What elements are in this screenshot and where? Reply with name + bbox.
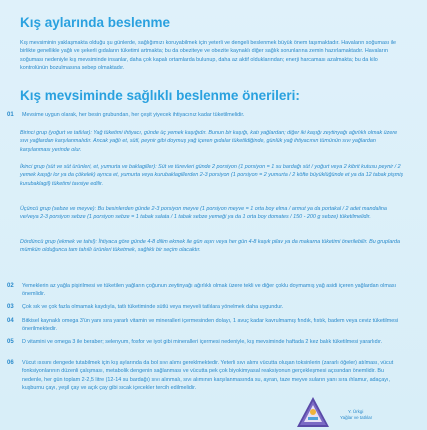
item-text: D vitamini ve omega 3 ile beraber; selenyum, fosfor ve iyot gibi mineralleri içermesi nedeniyle, kış mevsiminde haftada 2 kez balık tüketilmesi yararlıdır. (22, 339, 383, 345)
signature-name: Y. Ürkgi (348, 409, 364, 414)
food-group-4: Dördüncü grup (ekmek ve tahıl): İhtiyaca göre günde 4-8 dilim ekmek ile gün aşırı veya her gün 4-8 kaşık pilav ya da makarna tüketimi önerilebilir. Bu gruplarda mümkün olduğunca tam tahıllı ürünleri tüketmek, sağlıklı bir seçim olacaktır. (20, 239, 401, 254)
item-number: 04 (7, 318, 14, 324)
intro-paragraph: Kış mevsiminin yaklaşmakta olduğu şu günlerde, sağlığımızı koruyabilmek için yeterli ve dengeli beslenmek büyük önem taşımaktadır. Havaların soğuması ile birlikte genellikle yağlı ve şekerli gıdaların tüketimi artmakta; bu da obeziteye ve obezite kaynaklı diğer sağlık sorunlarına zemin hazırlamaktadır. Havaların soğuması nedeniyle kış mevsiminde insanlar, daha çok kapalı ortamlarda bulunup, daha az aktif olduklarından; enerji harcaması azalmakta; bu da kilo kontrolünün bozulmasına sebep olmaktadır. (20, 40, 397, 71)
item-text: Çok sık ve çok fazla olmamak kaydıyla, tatlı tüketiminde sütlü veya meyveli tatlılara yönelmek daha uygundur. (22, 304, 284, 310)
food-group-1: Birinci grup (yoğurt ve tatlılar): Yağ tüketimi ihtiyacı, günde üç yemek kaşığıdır. Bunun bir kaşığı, katı yağlardan; diğer iki kaşığı zeytinyağı ağırlıklı olmak üzere sıvı yağlardan karşılanmalıdır. Ancak yağlı et, sütl, peynir gibi doymuş yağ içeren gıdalar tüketildiğinde, günlük yağ ihtiyacının tümünün sıvı yağlardan karşılanması yerinde olur. (20, 130, 398, 153)
item-text: Mevsime uygun olarak, her besin grubundan, her çeşit yiyecek ihtiyacınız kadar tüketilmelidir. (22, 112, 245, 118)
food-group-3: Üçüncü grup (sebze ve meyve): Bu besinlerden günde 2-3 porsiyon meyve (1 porsiyon meyve = 1 orta boy elma / armut ya da portakal / 2 adet mandalina ve/veya 2-3 porsiyon sebze (1 porsiyon sebze = 1 tabak salata / 1 tabak sebze yemeği ya da 1 orta boy domates / 150 - 200 g sebze) tüketilmelidir. (20, 206, 387, 221)
item-text: Yemeklerin az yağla pişirilmesi ve tüketilen yağların çoğunun zeytinyağı ağırlıklı olmak üzere tekli ve diğer çoklu doymamış yağ asidi içeren yağlardan olması önemlidir. (22, 283, 397, 298)
item-text: Bitkisel kaynaklı omega 3'ün yanı sıra yararlı vitamin ve mineralleri içermesinden dolayı, 1 avuç kadar kavrulmamış fındık, fıstık, badem veya ceviz tüketilmesi önerilmektedir. (22, 318, 399, 333)
food-pyramid-icon (296, 396, 330, 428)
food-group-2: İkinci grup (süt ve süt ürünleri, et, yumurta ve baklagiller): Süt ve türevleri günde 2 porsiyon (1 porsiyon = 1 su bardağı süt / yoğurt veya 2 kibrit kutusu peynir / 2 yemek kaşığı lor ya da çökelek) ayrıca et, yumurta veya kurubaklagillerden 2-3 porsiyon (1 porsiyon = 2 yumurta / 2 köfte büyüklüğünde et ya da 12 tabak pişmiş kurubaklagil) tüketimi tavsiye edilir. (20, 164, 404, 187)
page-title: Kış aylarında beslenme (20, 15, 171, 30)
item-number: 02 (7, 283, 14, 289)
item-number: 01 (7, 112, 14, 118)
item-number: 03 (7, 304, 14, 310)
section-title: Kış mevsiminde sağlıklı beslenme önerileri: (20, 88, 300, 103)
item-number: 06 (7, 360, 14, 366)
item-text: Vücut ısısını dengede tutabilmek için kış aylarında da bol sıvı alımı gereklmektedir. Yeterli sıvı alımı vücutta oluşan toksinlerin (zararlı öğeler) atılması, vücut fonksiyonlarının düzenli çalışması, metabolik dengenin sağlanması ve vücutta pek çok biyokimyasal reaksiyonun gerçekleşmesi açısından önemlidir. Bu nedenle, her gün toplam 2-2,5 litre (12-14 su bardağı) sıvı alınmalı, sıvı alımının karşılanmasında su, ayran, taze meyve suların yanı sıra ıhlamur, adaçayı, kuşburnu çayı, yeşil çay ve açık çay gibi sıcak içecekler tercih edilmelidir. (22, 360, 394, 391)
item-number: 05 (7, 339, 14, 345)
signature-caption: Yağlar ve tatlılar (340, 415, 373, 420)
